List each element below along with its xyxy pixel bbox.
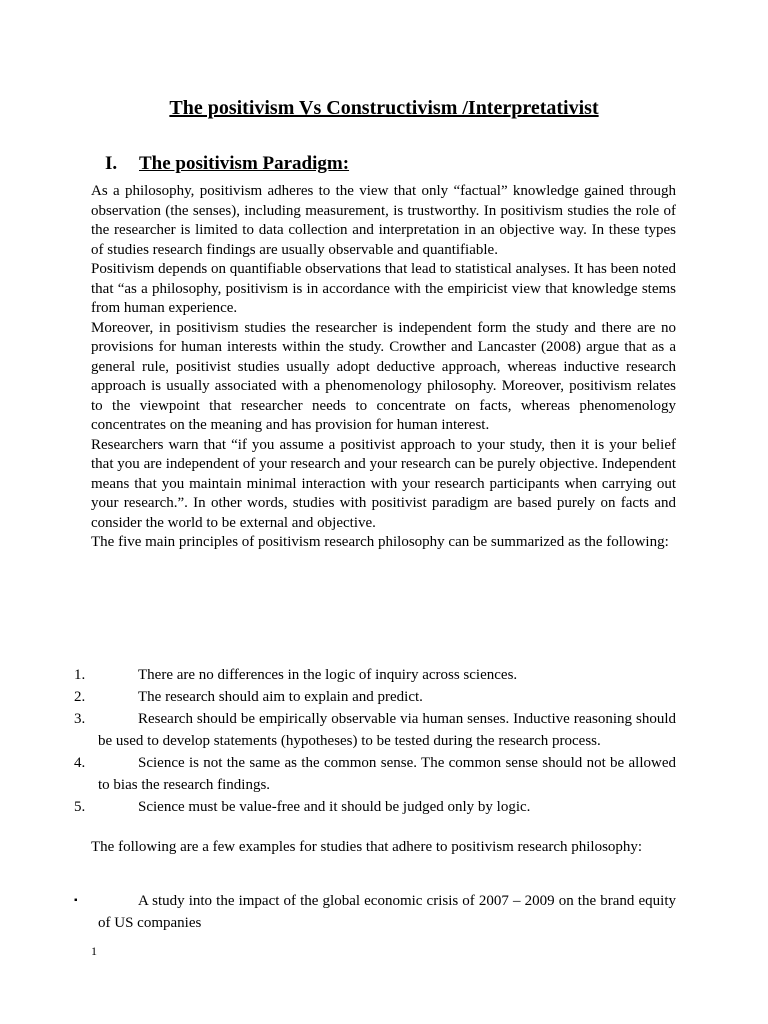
- paragraph: Researchers warn that “if you assume a positivist approach to your study, then it is your belief that you are independent of your research and your research can be purely objective. Independent means that you maintain minimal interaction with your research participants when carrying out your research.”. In other words, studies with positivist paradigm are based purely on facts and consider the world to be external and objective.: [91, 436, 676, 531]
- list-item: [74, 664, 676, 686]
- list-text: Science is not the same as the common sense. The common sense should not be allowed to bias the research findings.: [98, 755, 676, 793]
- document-title: The positivism Vs Constructivism /Interpretativist: [169, 97, 599, 119]
- examples-list: [74, 890, 676, 934]
- list-item: [74, 708, 676, 752]
- list-text: Research should be empirically observable via human senses. Inductive reasoning should be used to develop statements (hypotheses) to be tested during the research process.: [98, 711, 676, 749]
- list-number: 1.: [74, 667, 86, 683]
- paragraph: The following are a few examples for studies that adhere to positivism research philosophy:: [91, 839, 643, 855]
- square-bullet-icon: ▪: [74, 895, 78, 906]
- section-number: I.: [105, 153, 118, 174]
- list-number: 4.: [74, 755, 86, 771]
- page-number: 1: [91, 944, 97, 958]
- examples-intro: [91, 838, 676, 858]
- list-item: [74, 796, 676, 818]
- section-title: The positivism Paradigm:: [139, 153, 350, 174]
- list-number: 2.: [74, 689, 86, 705]
- list-text: Science must be value-free and it should be judged only by logic.: [138, 799, 531, 815]
- list-text: A study into the impact of the global economic crisis of 2007 – 2009 on the brand equity of US companies: [98, 893, 676, 931]
- body-paragraphs: [91, 182, 676, 553]
- list-number: 3.: [74, 711, 86, 727]
- list-number: 5.: [74, 799, 86, 815]
- list-item: [74, 752, 676, 796]
- list-item: [74, 890, 676, 934]
- paragraph: Moreover, in positivism studies the researcher is independent form the study and there are no provisions for human interests within the study. Crowther and Lancaster (2008) argue that as a general rule, positivist studies usually adopt deductive approach, whereas inductive research approach is usually associated with a phenomenology philosophy. Moreover, positivism relates to the viewpoint that researcher needs to concentrate on facts, whereas phenomenology concentrates on the meaning and has provision for human interest.: [91, 319, 676, 433]
- section-heading: [105, 152, 349, 176]
- paragraph: The five main principles of positivism research philosophy can be summarized as the following:: [91, 534, 669, 550]
- principles-list: [74, 664, 676, 818]
- paragraph: Positivism depends on quantifiable observations that lead to statistical analyses. It has been noted that “as a philosophy, positivism is in accordance with the empiricist view that knowledge stems from human experience.: [91, 261, 676, 316]
- list-item: [74, 686, 676, 708]
- paragraph: As a philosophy, positivism adheres to the view that only “factual” knowledge gained through observation (the senses), including measurement, is trustworthy. In positivism studies the role of the researcher is limited to data collection and interpretation in an objective way. In these types of studies research findings are usually observable and quantifiable.: [91, 183, 676, 258]
- list-text: The research should aim to explain and predict.: [138, 689, 423, 705]
- list-text: There are no differences in the logic of inquiry across sciences.: [138, 667, 518, 683]
